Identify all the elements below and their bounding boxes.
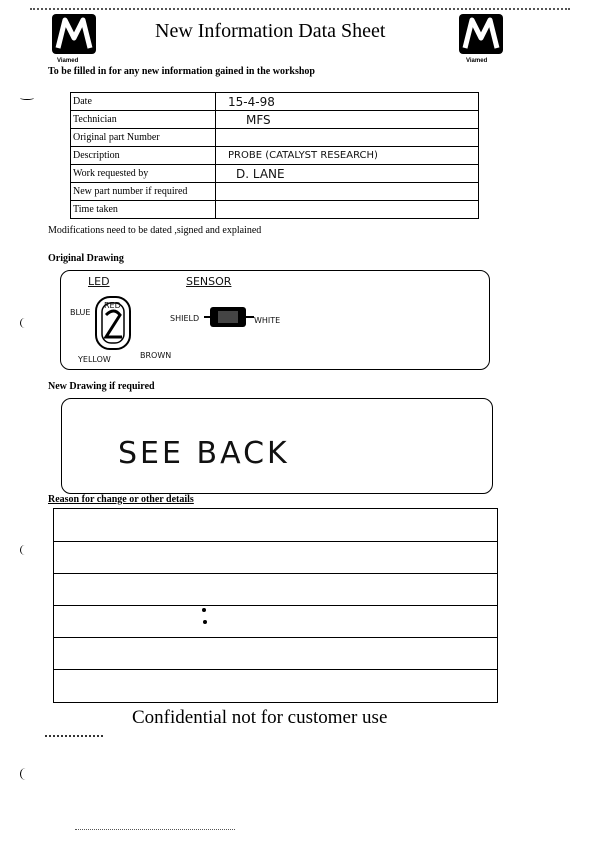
- scan-mark: [20, 545, 29, 555]
- new-drawing-heading: New Drawing if required: [48, 381, 155, 392]
- scan-mark: [75, 829, 235, 831]
- scan-mark: [20, 96, 34, 100]
- work-requested-by-value[interactable]: D. LANE: [216, 165, 479, 183]
- modifications-note: Modifications need to be dated ,signed and explained: [48, 225, 262, 236]
- table-row: [71, 165, 479, 183]
- yellow-label: YELLOW: [78, 355, 111, 364]
- table-row: [71, 201, 479, 219]
- original-drawing-heading: Original Drawing: [48, 253, 124, 264]
- red-label: RED: [104, 301, 121, 310]
- reason-line: [54, 573, 497, 574]
- technician-value[interactable]: MFS: [216, 111, 479, 129]
- page-subtitle: To be filled in for any new information gained in the workshop: [48, 66, 315, 77]
- info-table: [70, 92, 479, 219]
- table-row: [71, 129, 479, 147]
- original-part-number-label: Original part Number: [71, 129, 216, 147]
- scan-mark: [20, 318, 29, 328]
- reason-heading: Reason for change or other details: [48, 494, 194, 505]
- reason-box[interactable]: [53, 508, 498, 703]
- shield-label: SHIELD: [170, 314, 200, 323]
- sensor-label: SENSOR: [186, 275, 232, 288]
- logo-caption-left: Viamed: [57, 58, 79, 64]
- new-part-number-label: New part number if required: [71, 183, 216, 201]
- led-label: LED: [88, 275, 110, 288]
- date-label: Date: [71, 93, 216, 111]
- sensor-sketch: [204, 303, 254, 331]
- description-label: Description: [71, 147, 216, 165]
- original-part-number-value[interactable]: [216, 129, 479, 147]
- time-taken-value[interactable]: [216, 201, 479, 219]
- reason-line: [54, 605, 497, 606]
- page-title: New Information Data Sheet: [155, 20, 386, 42]
- viamed-logo-left: [52, 14, 96, 54]
- reason-line: [54, 541, 497, 542]
- scan-speck: [203, 620, 207, 624]
- scan-mark: [45, 735, 103, 738]
- work-requested-by-label: Work requested by: [71, 165, 216, 183]
- date-value[interactable]: 15-4-98: [216, 93, 479, 111]
- new-part-number-value[interactable]: [216, 183, 479, 201]
- confidential-footer: Confidential not for customer use: [132, 707, 388, 728]
- scan-speck: [202, 608, 206, 612]
- reason-line: [54, 637, 497, 638]
- brown-label: BROWN: [140, 351, 172, 360]
- table-row: [71, 183, 479, 201]
- technician-label: Technician: [71, 111, 216, 129]
- scan-mark: [20, 768, 31, 780]
- reason-line: [54, 669, 497, 670]
- see-back-text: SEE BACK: [118, 436, 290, 471]
- viamed-logo-right: [459, 14, 503, 54]
- table-row: [71, 93, 479, 111]
- blue-label: BLUE: [70, 308, 91, 317]
- time-taken-label: Time taken: [71, 201, 216, 219]
- white-label: WHITE: [254, 316, 281, 325]
- description-value[interactable]: PROBE (CATALYST RESEARCH): [216, 147, 479, 165]
- table-row: [71, 111, 479, 129]
- table-row: [71, 147, 479, 165]
- logo-caption-right: Viamed: [466, 58, 488, 64]
